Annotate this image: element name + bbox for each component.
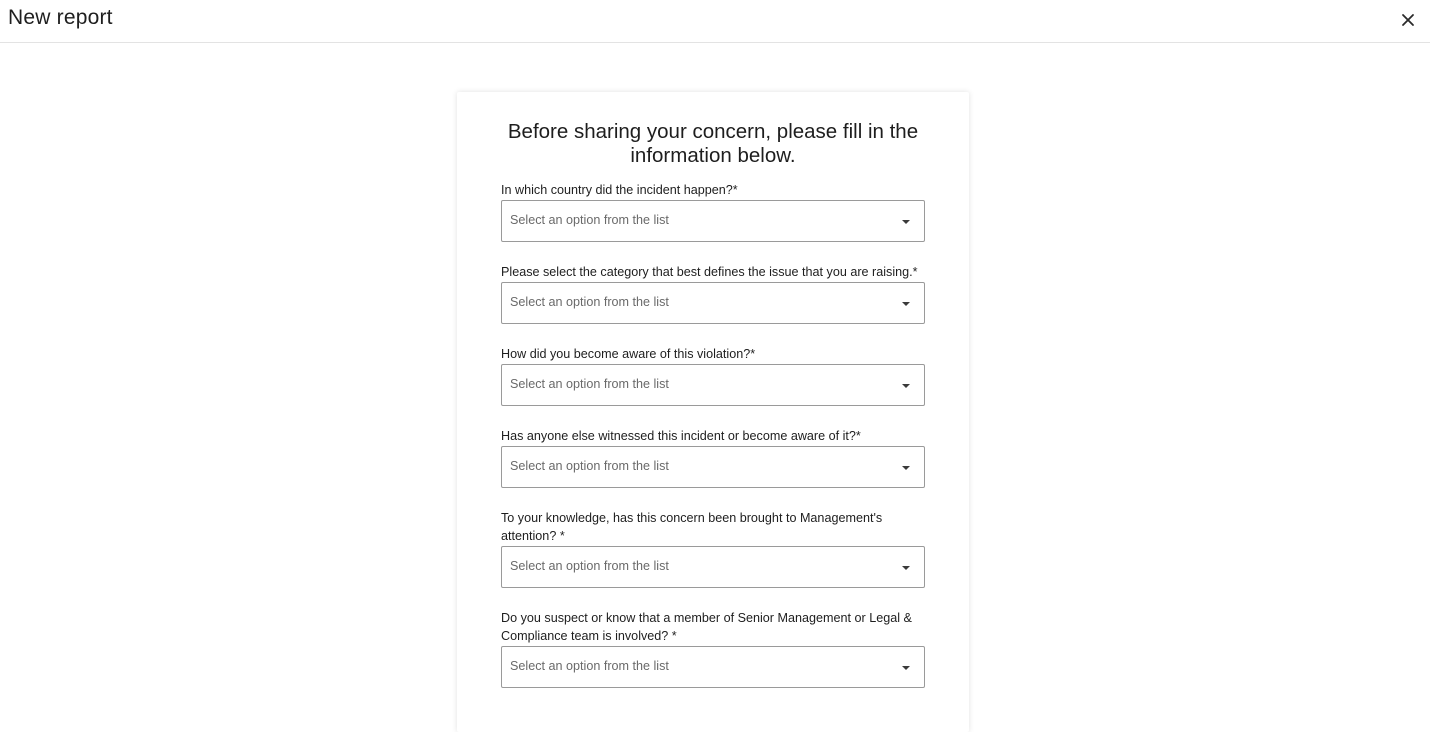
chevron-down-icon — [901, 665, 911, 671]
category-select-placeholder: Select an option from the list — [510, 295, 669, 309]
country-label: In which country did the incident happen?* — [501, 183, 738, 197]
witness-label: Has anyone else witnessed this incident or become aware of it?* — [501, 429, 861, 443]
category-label: Please select the category that best defines the issue that you are raising.* — [501, 265, 918, 279]
report-form-card — [457, 92, 969, 732]
category-select[interactable] — [501, 282, 925, 324]
senior-management-select-placeholder: Select an option from the list — [510, 659, 669, 673]
form-heading: Before sharing your concern, please fill in the information below. — [507, 120, 919, 167]
chevron-down-icon — [901, 301, 911, 307]
senior-management-select[interactable] — [501, 646, 925, 688]
chevron-down-icon — [901, 465, 911, 471]
management-attention-select[interactable] — [501, 546, 925, 588]
witness-select[interactable] — [501, 446, 925, 488]
chevron-down-icon — [901, 383, 911, 389]
senior-management-label: Do you suspect or know that a member of Senior Management or Legal & Compliance team is involved? * — [501, 611, 912, 643]
close-button[interactable] — [1398, 10, 1418, 30]
top-bar — [0, 0, 1430, 43]
chevron-down-icon — [901, 219, 911, 225]
awareness-select[interactable] — [501, 364, 925, 406]
awareness-label: How did you become aware of this violation?* — [501, 347, 756, 361]
chevron-down-icon — [901, 565, 911, 571]
witness-select-placeholder: Select an option from the list — [510, 459, 669, 473]
country-select[interactable] — [501, 200, 925, 242]
close-icon — [1398, 10, 1418, 30]
management-attention-label: To your knowledge, has this concern been brought to Management's attention? * — [501, 511, 883, 543]
management-attention-select-placeholder: Select an option from the list — [510, 559, 669, 573]
country-select-placeholder: Select an option from the list — [510, 213, 669, 227]
page-title: New report — [8, 6, 113, 29]
awareness-select-placeholder: Select an option from the list — [510, 377, 669, 391]
